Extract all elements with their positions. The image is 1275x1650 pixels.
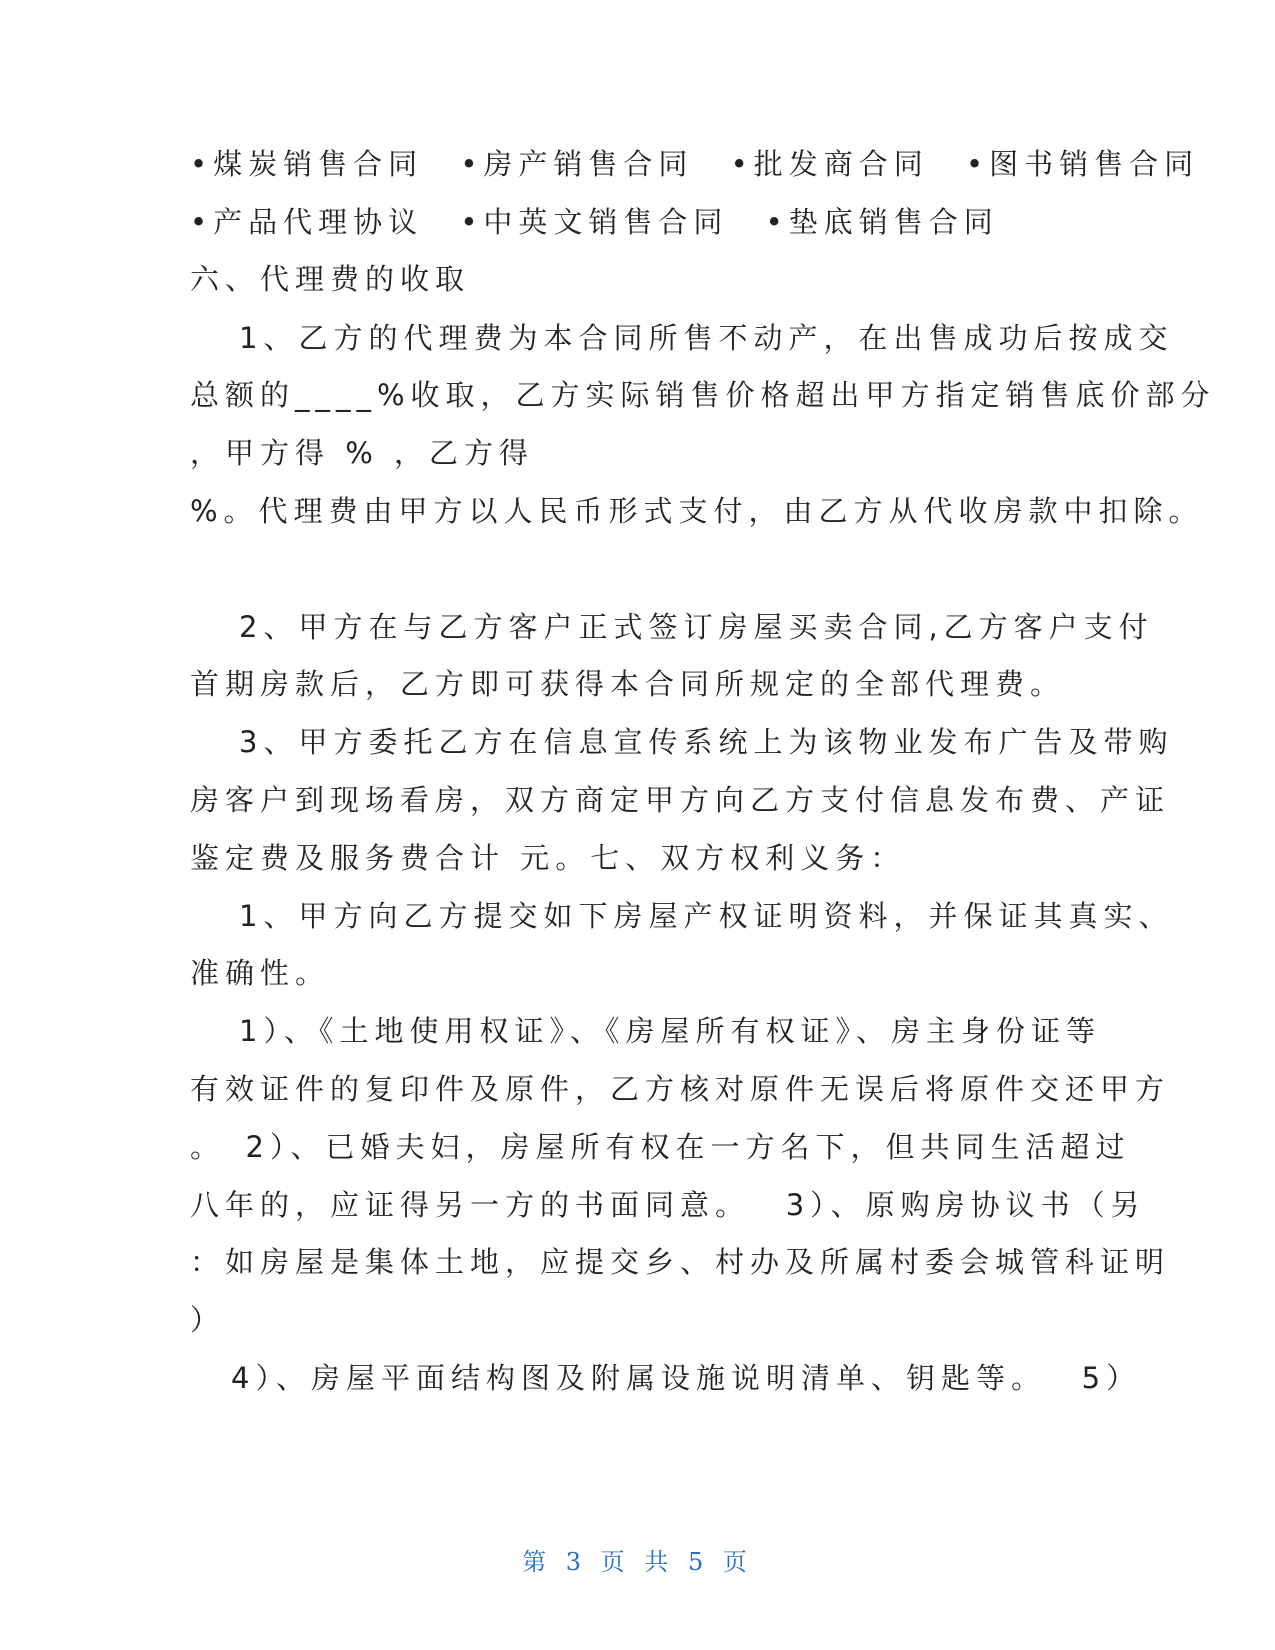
link-product-agency-agreement[interactable]: •产品代理协议 [190,205,424,239]
body-line: 1、甲方向乙方提交如下房屋产权证明资料，并保证其真实、 [239,899,1174,933]
link-real-estate-sales-contract[interactable]: •房产销售合同 [460,147,694,181]
body-line: 1、乙方的代理费为本合同所售不动产，在出售成功后按成交 [239,321,1174,355]
body-line: ：如房屋是集体土地，应提交乡、村办及所属村委会城管科证明 [190,1245,1171,1279]
body-line: 房客户到现场看房，双方商定甲方向乙方支付信息发布费、产证 [190,783,1171,817]
body-line: 4）、房屋平面结构图及附属设施说明清单、钥匙等。 5） [231,1361,1142,1395]
link-wholesaler-contract[interactable]: •批发商合同 [730,147,929,181]
body-line: 鉴定费及服务费合计 元。七、双方权利义务： [190,841,906,875]
body-line: ，甲方得 % ，乙方得 [190,436,534,470]
body-line: 首期房款后，乙方即可获得本合同所规定的全部代理费。 [190,667,1066,701]
body-line: 。 2）、已婚夫妇，房屋所有权在一方名下，但共同生活超过 [190,1130,1131,1164]
related-links-row-1 [190,144,1200,184]
body-line: 八年的，应证得另一方的书面同意。 3）、原购房协议书（另 [190,1188,1146,1222]
body-line: %。代理费由甲方以人民币形式支付，由乙方从代收房款中扣除。 [190,494,1204,528]
section-heading-agency-fee: 六、代理费的收取 [190,262,471,296]
page-number-footer: 第 3 页 共 5 页 [522,1548,753,1576]
body-line: 1）、《土地使用权证》、《房屋所有权证》、房主身份证等 [239,1014,1101,1048]
body-line: 有效证件的复印件及原件，乙方核对原件无误后将原件交还甲方 [190,1072,1171,1106]
link-book-sales-contract[interactable]: •图书销售合同 [965,147,1200,181]
body-line: 2、甲方在与乙方客户正式签订房屋买卖合同,乙方客户支付 [239,610,1154,644]
link-coal-sales-contract[interactable]: •煤炭销售合同 [190,147,424,181]
body-line: 总额的____%收取，乙方实际销售价格超出甲方指定销售底价部分 [190,378,1216,412]
body-line: 3、甲方委托乙方在信息宣传系统上为该物业发布广告及带购 [239,725,1174,759]
link-cushion-sales-contract[interactable]: •垫底销售合同 [765,205,999,239]
related-links-row-2 [190,202,1090,242]
link-bilingual-sales-contract[interactable]: •中英文销售合同 [460,205,729,239]
body-line: ） [190,1303,226,1337]
body-line: 准确性。 [190,956,331,990]
